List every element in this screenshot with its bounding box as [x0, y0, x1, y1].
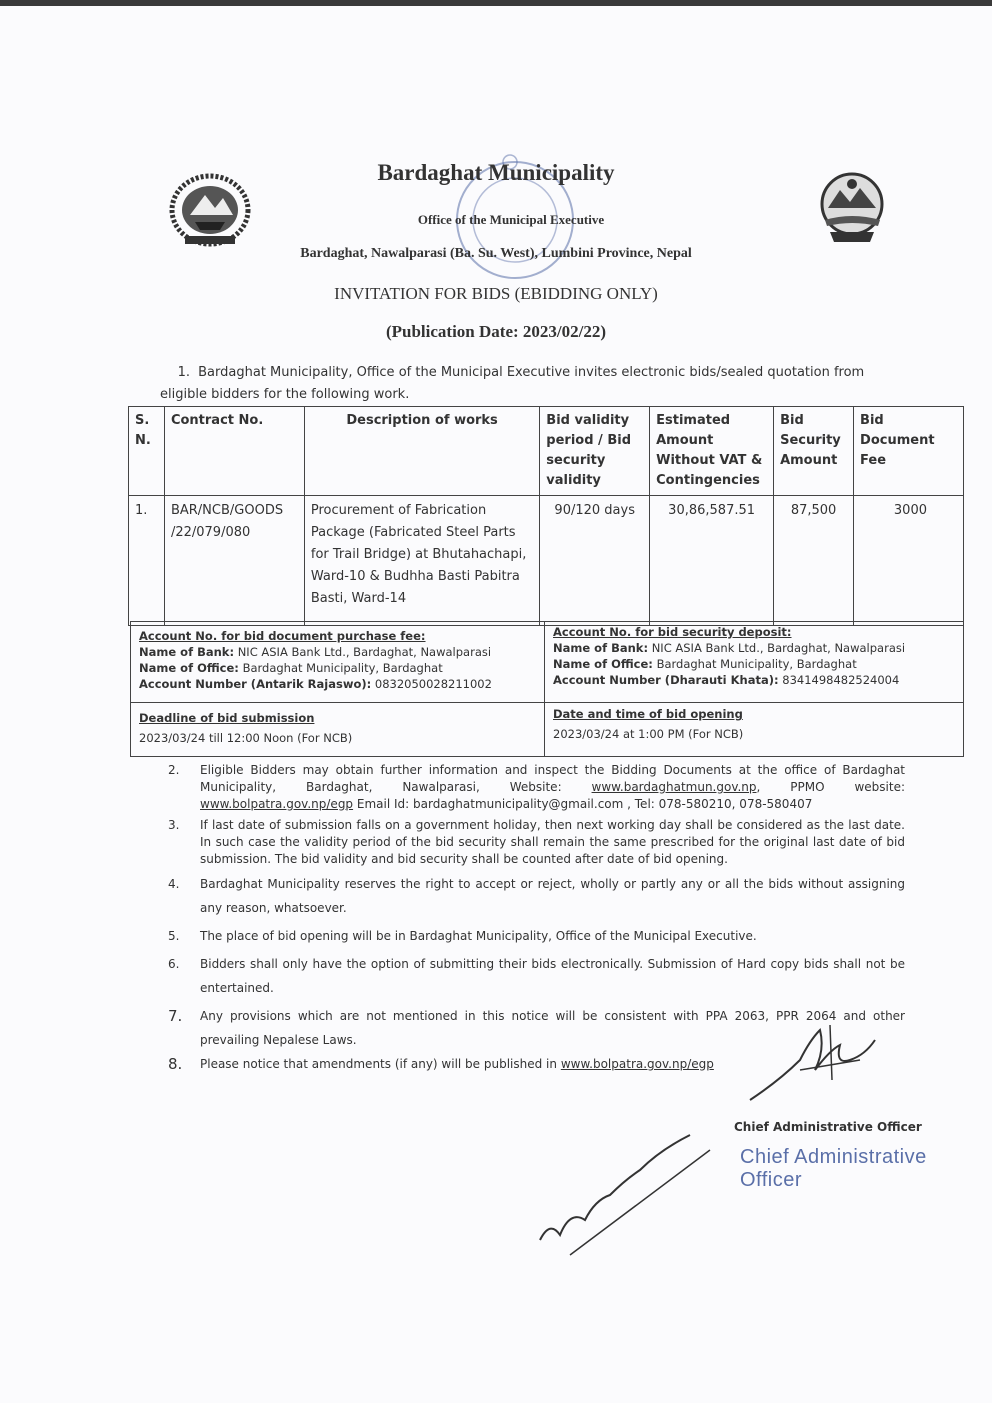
bolpatra-link[interactable]: www.bolpatra.gov.np/egp — [560, 1057, 714, 1071]
handwritten-note-icon — [530, 1120, 720, 1260]
cell-security: 87,500 — [774, 496, 854, 626]
item-number: 7. — [168, 1007, 183, 1025]
item-text-part: Eligible Bidders may obtain further information and inspect the Bidding Documents at the office of Bardaghat Municipality, Bardaghat, Nawalparasi, Website: — [200, 763, 905, 794]
item-text: Bardaghat Municipality reserves the right to accept or reject, wholly or partly any or all the bids without assigning any reason, whatsoever. — [200, 877, 905, 915]
account-label: Account Number (Dharauti Khata): — [553, 673, 779, 687]
opening-title: Date and time of bid opening — [553, 707, 743, 721]
box-divider-vertical — [544, 622, 545, 756]
cell-sn: 1. — [129, 496, 165, 626]
deadline-value: 2023/03/24 till 12:00 Noon (For NCB) — [139, 731, 353, 745]
account-value: 8341498482524004 — [782, 673, 900, 687]
notice-heading: INVITATION FOR BIDS (EBIDDING ONLY) — [334, 284, 658, 303]
table-row — [129, 496, 964, 626]
account-value: 0832050028211002 — [374, 677, 492, 691]
box-divider-horizontal — [131, 702, 963, 703]
header-description: Description of works — [304, 407, 539, 496]
deadline-section — [139, 708, 539, 748]
item-text-part: , PPMO website: — [756, 780, 906, 794]
office-label: Name of Office: — [139, 661, 239, 675]
deadline-title: Deadline of bid submission — [139, 711, 315, 725]
item-text: The place of bid opening will be in Bardaghat Municipality, Office of the Municipal Executive. — [200, 929, 757, 943]
item-number: 6. — [168, 957, 180, 971]
office-value: Bardaghat Municipality, Bardaghat — [242, 661, 443, 675]
item-text — [200, 762, 905, 813]
ppmo-website-link[interactable]: www.bolpatra.gov.np/egp — [200, 797, 354, 811]
item-number: 4. — [168, 877, 180, 891]
cell-fee: 3000 — [854, 496, 964, 626]
office-label: Name of Office: — [553, 657, 653, 671]
signature-icon — [740, 1010, 900, 1110]
item-number: 8. — [168, 1055, 183, 1073]
list-item — [160, 924, 905, 948]
list-item — [160, 817, 905, 868]
purchase-account — [139, 628, 539, 692]
account-details-box — [130, 621, 964, 757]
item-number: 3. — [168, 818, 180, 832]
cell-description: Procurement of Fabrication Package (Fabricated Steel Parts for Trail Bridge) at Bhutahachapi, Ward-10 & Budhha Basti Pabitra Basti, Ward-14 — [304, 496, 539, 626]
office-value: Bardaghat Municipality, Bardaghat — [656, 657, 857, 671]
list-item — [160, 872, 905, 920]
officer-stamp: Chief Administrative Officer — [740, 1146, 927, 1191]
opening-value: 2023/03/24 at 1:00 PM (For NCB) — [553, 727, 744, 741]
municipality-website-link[interactable]: www.bardaghatmun.gov.np — [591, 780, 757, 794]
bank-value: NIC ASIA Bank Ltd., Bardaghat, Nawalparasi — [651, 641, 906, 655]
header-fee: Bid Document Fee — [854, 407, 964, 496]
office-name: Office of the Municipal Executive — [417, 212, 605, 227]
list-item — [160, 762, 905, 813]
address: Bardaghat, Nawalparasi (Ba. Su. West), Lumbini Province, Nepal — [300, 246, 692, 261]
header-contract: Contract No. — [164, 407, 304, 496]
scan-edge — [0, 0, 992, 6]
cell-estimated: 30,86,587.51 — [650, 496, 774, 626]
intro-number: 1. — [177, 365, 190, 380]
item-text-part: Email Id: bardaghatmunicipality@gmail.com , Tel: 078-580210, 078-580407 — [353, 797, 813, 811]
opening-section — [553, 704, 953, 744]
intro-text: Bardaghat Municipality, Office of the Municipal Executive invites electronic bids/sealed quotation from eligible bidders for the following work. — [160, 365, 865, 402]
security-account-title: Account No. for bid security deposit: — [553, 625, 792, 639]
header-security: Bid Security Amount — [774, 407, 854, 496]
header-estimated: Estimated Amount Without VAT & Contingencies — [650, 407, 774, 496]
purchase-account-title: Account No. for bid document purchase fee: — [139, 629, 426, 643]
officer-title: Chief Administrative Officer — [734, 1120, 922, 1134]
cell-contract: BAR/NCB/GOODS /22/079/080 — [164, 496, 304, 626]
bank-label: Name of Bank: — [553, 641, 649, 655]
cell-validity: 90/120 days — [540, 496, 650, 626]
header-validity: Bid validity period / Bid security validity — [540, 407, 650, 496]
bank-value: NIC ASIA Bank Ltd., Bardaghat, Nawalparasi — [237, 645, 492, 659]
header-sn: S. N. — [129, 407, 165, 496]
item-number: 5. — [168, 929, 180, 943]
list-item — [160, 952, 905, 1000]
item-number: 2. — [168, 763, 180, 777]
item-text: Bidders shall only have the option of submitting their bids electronically. Submission of Hard copy bids shall not be entertained. — [200, 957, 905, 995]
bank-label: Name of Bank: — [139, 645, 235, 659]
item-text: Any provisions which are not mentioned in this notice will be consistent with PPA 2063, PPR 2064 and other prevailing Nepalese Laws. — [200, 1009, 905, 1047]
intro-paragraph — [160, 362, 880, 406]
item-text: If last date of submission falls on a government holiday, then next working day shall be considered as the last date. In such case the validity period of the bid security shall remain the same prescribed for the original last date of bid submission. The bid validity and bid security shall be counted after date of bid opening. — [200, 818, 905, 866]
publication-date: (Publication Date: 2023/02/22) — [385, 322, 607, 341]
works-table — [128, 406, 964, 626]
security-account — [553, 624, 963, 688]
org-name: Bardaghat Municipality — [377, 160, 615, 185]
table-header-row — [129, 407, 964, 496]
item-text-part: Please notice that amendments (if any) will be published in — [200, 1057, 561, 1071]
account-label: Account Number (Antarik Rajaswo): — [139, 677, 372, 691]
